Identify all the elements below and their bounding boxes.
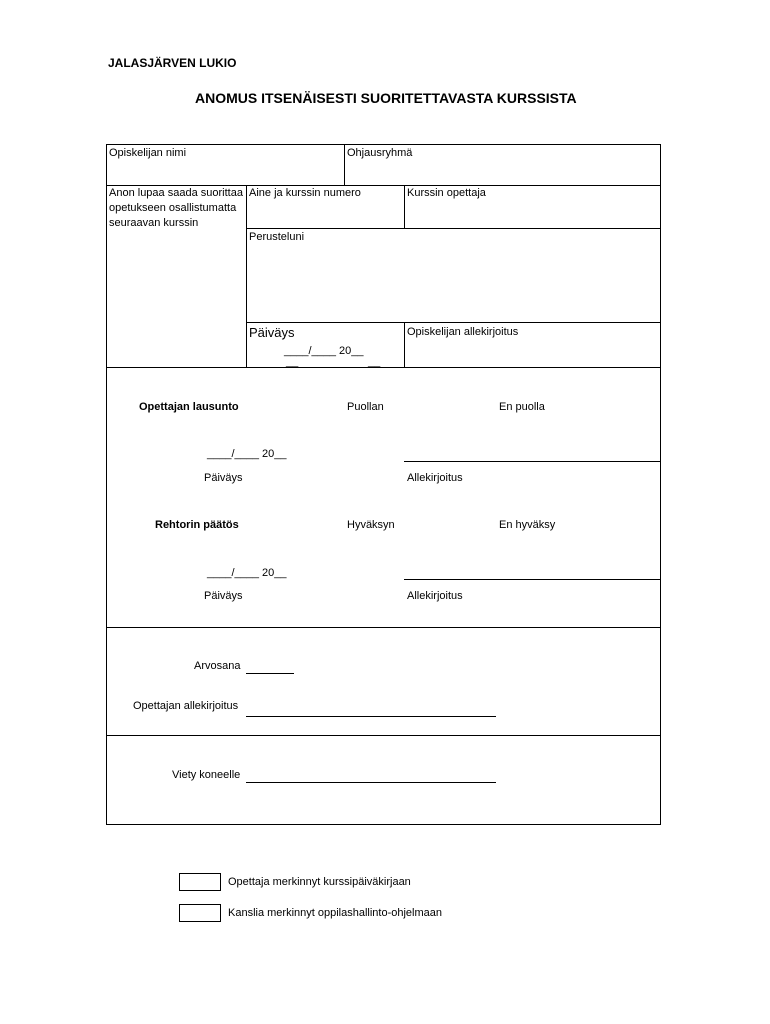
form-title: ANOMUS ITSENÄISESTI SUORITETTAVASTA KURSSISTA	[195, 90, 577, 106]
reason-field[interactable]	[247, 245, 659, 321]
student-name-field[interactable]	[107, 160, 343, 184]
teacher-date-field[interactable]: ____/____ 20__	[207, 448, 287, 460]
date-underscore-right: __	[368, 356, 381, 368]
student-signature-field[interactable]	[405, 340, 659, 366]
section-divider	[106, 627, 661, 628]
group-label: Ohjausryhmä	[347, 147, 413, 159]
not-approve-option[interactable]: En hyväksy	[499, 519, 556, 531]
section-divider-2	[106, 735, 661, 736]
student-date-field[interactable]: ____/____ 20__	[284, 345, 364, 357]
principal-decision-label: Rehtorin päätös	[155, 519, 239, 531]
approve-option[interactable]: Hyväksyn	[347, 519, 395, 531]
course-teacher-label: Kurssin opettaja	[407, 187, 486, 199]
principal-date-field[interactable]: ____/____ 20__	[207, 567, 287, 579]
grade-field-line[interactable]	[246, 673, 294, 674]
student-date-label: Päiväys	[249, 325, 295, 340]
principal-signature-label: Allekirjoitus	[407, 590, 463, 602]
reason-label: Perusteluni	[249, 231, 305, 243]
checkbox-teacher-logged-label: Opettaja merkinnyt kurssipäiväkirjaan	[228, 876, 411, 888]
teacher-statement-label: Opettajan lausunto	[139, 401, 239, 413]
teacher-signature-label: Allekirjoitus	[407, 472, 463, 484]
group-field[interactable]	[345, 160, 659, 184]
student-name-label: Opiskelijan nimi	[109, 147, 187, 159]
principal-date-label: Päiväys	[204, 590, 243, 602]
not-support-option[interactable]: En puolla	[499, 401, 545, 413]
course-label: Aine ja kurssin numero	[249, 187, 361, 199]
entered-field-line[interactable]	[246, 782, 496, 783]
course-teacher-field[interactable]	[405, 201, 659, 227]
checkbox-office-logged[interactable]	[179, 904, 221, 922]
checkbox-teacher-logged[interactable]	[179, 873, 221, 891]
course-field[interactable]	[247, 201, 403, 227]
checkbox-office-logged-label: Kanslia merkinnyt oppilashallinto-ohjelmaan	[228, 907, 443, 919]
school-name: JALASJÄRVEN LUKIO	[108, 56, 237, 70]
teacher-signature-line[interactable]	[404, 461, 660, 462]
student-signature-label: Opiskelijan allekirjoitus	[407, 326, 519, 338]
request-text: Anon lupaa saada suorittaa opetukseen osallistumatta seuraavan kurssin	[109, 187, 243, 229]
grade-label: Arvosana	[194, 660, 241, 672]
principal-signature-line[interactable]	[404, 579, 660, 580]
support-option[interactable]: Puollan	[347, 401, 384, 413]
entered-label: Viety koneelle	[172, 769, 241, 781]
teacher-signature-label-2: Opettajan allekirjoitus	[133, 700, 239, 712]
date-underscore-left: __	[286, 356, 299, 368]
teacher-signature-field-line[interactable]	[246, 716, 496, 717]
teacher-date-label: Päiväys	[204, 472, 243, 484]
